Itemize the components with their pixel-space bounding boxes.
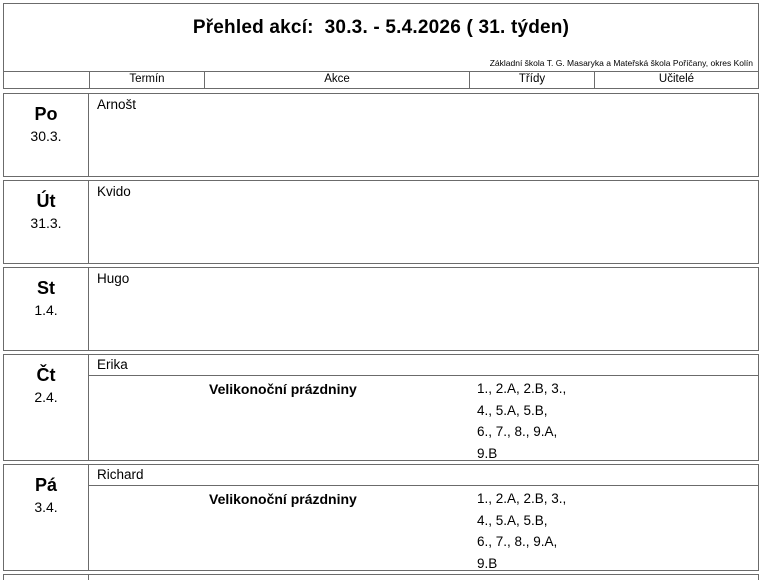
classes-line: 1., 2.A, 2.B, 3., — [477, 491, 567, 506]
day-cell — [4, 268, 89, 350]
day-cell — [4, 181, 89, 263]
day-row — [3, 93, 759, 177]
day-date: 1.4. — [34, 302, 58, 318]
table-header — [3, 72, 759, 89]
next-row-day-stub — [4, 575, 89, 580]
header-ucitele: Učitelé — [594, 72, 758, 88]
day-row — [3, 267, 759, 351]
day-row — [3, 464, 759, 571]
classes-line: 6., 7., 8., 9.A, — [477, 424, 558, 439]
event-row — [89, 486, 758, 570]
day-abbreviation: Čt — [36, 365, 56, 385]
day-date: 2.4. — [34, 389, 58, 405]
name-day-label: Richard — [89, 465, 758, 486]
day-cell — [4, 355, 89, 460]
name-day-label: Hugo — [97, 271, 130, 286]
name-day-label: Erika — [89, 355, 758, 376]
next-row-cutoff — [3, 574, 759, 580]
classes-line: 4., 5.A, 5.B, — [477, 512, 548, 528]
document-sheet — [3, 3, 759, 580]
school-name: Základní škola T. G. Masaryka a Mateřská škola Poříčany, okres Kolín — [489, 58, 753, 68]
day-content — [89, 181, 758, 263]
day-cell — [4, 465, 89, 570]
header-tridy: Třídy — [469, 72, 594, 88]
classes-line: 1., 2.A, 2.B, 3., — [477, 381, 567, 396]
day-content — [89, 465, 758, 570]
day-content — [89, 94, 758, 176]
header-termin: Termín — [89, 72, 204, 88]
title-box — [3, 3, 759, 72]
day-cell — [4, 94, 89, 176]
classes-line: 4., 5.A, 5.B, — [477, 402, 548, 418]
day-content — [89, 355, 758, 460]
header-akce: Akce — [204, 72, 469, 88]
name-day-label: Arnošt — [97, 97, 137, 112]
classes-list — [477, 488, 566, 574]
classes-line: 6., 7., 8., 9.A, — [477, 534, 558, 549]
week-rows — [3, 93, 759, 571]
day-date: 31.3. — [30, 215, 62, 231]
day-abbreviation: Po — [34, 104, 58, 124]
name-day-label: Kvido — [97, 184, 131, 199]
classes-list — [477, 378, 566, 464]
day-row — [3, 180, 759, 264]
event-title: Velikonoční prázdniny — [209, 381, 357, 397]
event-row — [89, 376, 758, 460]
day-content — [89, 268, 758, 350]
day-abbreviation: Pá — [34, 475, 58, 495]
event-title: Velikonoční prázdniny — [209, 491, 357, 507]
day-date: 3.4. — [34, 499, 58, 515]
day-date: 30.3. — [30, 128, 62, 144]
day-abbreviation: Út — [36, 191, 56, 211]
classes-line: 9.B — [477, 445, 498, 461]
header-day-spacer — [4, 72, 89, 88]
day-row — [3, 354, 759, 461]
day-abbreviation: St — [37, 278, 55, 298]
classes-line: 9.B — [477, 555, 498, 571]
page-title: Přehled akcí: 30.3. - 5.4.2026 ( 31. týden) — [192, 17, 570, 38]
